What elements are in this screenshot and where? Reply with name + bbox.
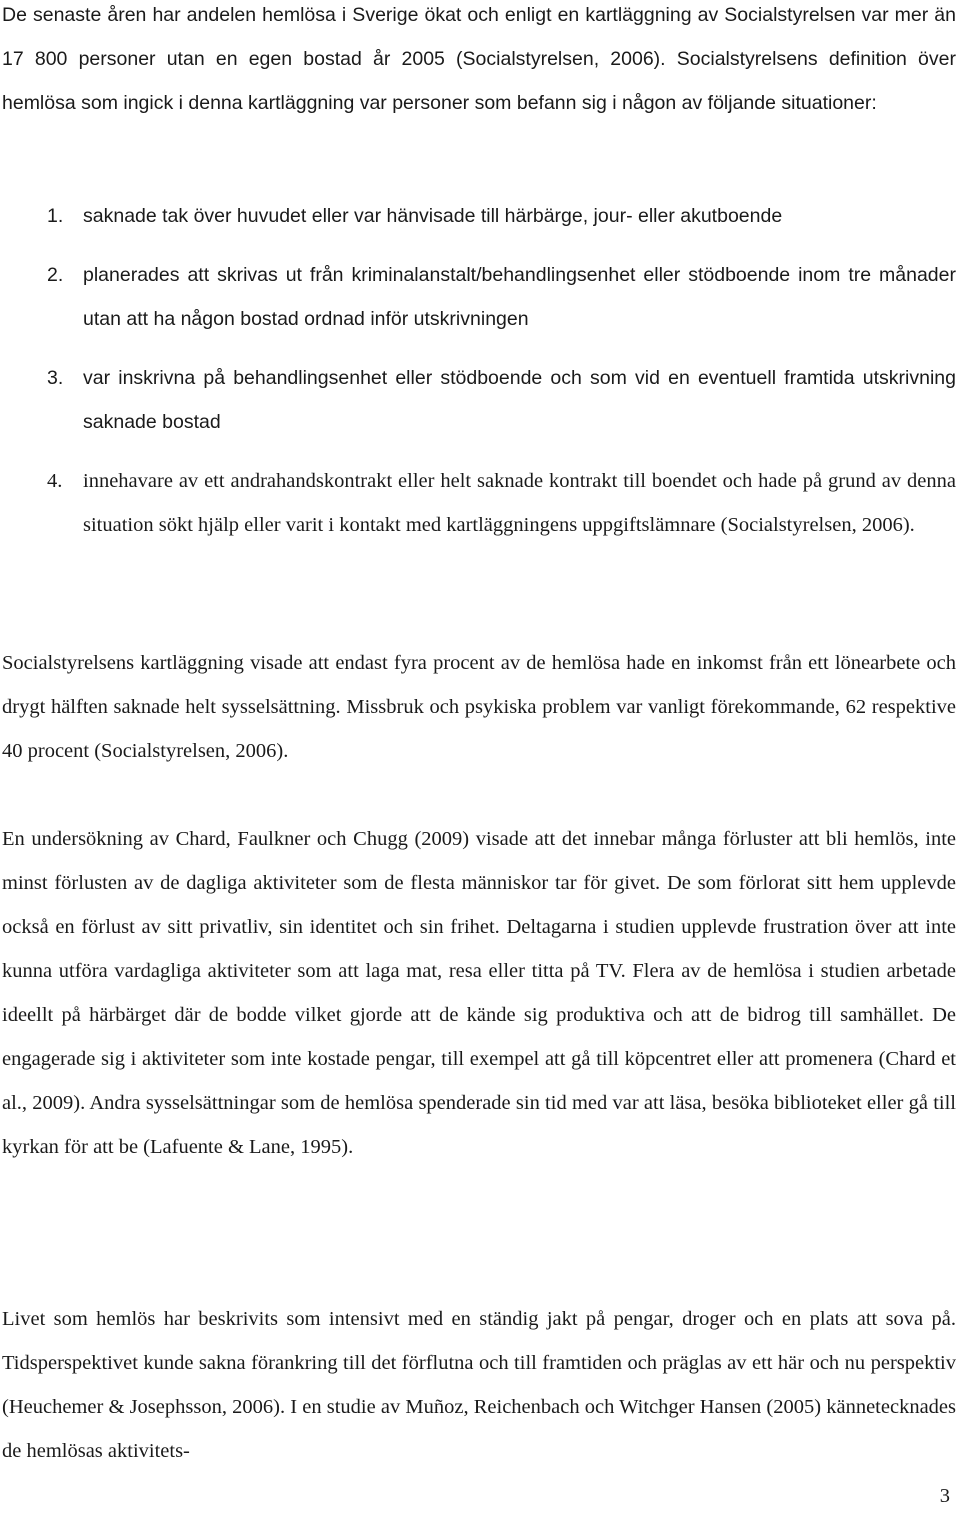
list-item-text: planerades att skrivas ut från kriminalanstalt/behandlingsenhet eller stödboende inom tre månader utan att ha någon bostad ordnad inför utskrivningen (83, 264, 956, 330)
list-item-number: 3. (47, 367, 64, 389)
definition-list (2, 194, 956, 547)
list-item (2, 459, 956, 547)
list-item-number: 2. (47, 264, 64, 286)
list-item (2, 194, 956, 238)
page-number: 3 (939, 1485, 950, 1507)
list-item (2, 356, 956, 444)
intro-paragraph: De senaste åren har andelen hemlösa i Sverige ökat och enligt en kartläggning av Socialstyrelsen var mer än 17 800 personer utan en egen bostad år 2005 (Socialstyrelsen, 2006). Socialstyrelsens definition över hemlösa som ingick i denna kartläggning var personer som befann sig i någon av följande situationer: (2, 4, 956, 114)
list-item-number: 1. (47, 205, 64, 227)
list-item-text: saknade tak över huvudet eller var hänvisade till härbärge, jour- eller akutboende (83, 205, 783, 227)
list-item (2, 253, 956, 341)
list-item-text: var inskrivna på behandlingsenhet eller stödboende och som vid en eventuell framtida utskrivning saknade bostad (83, 367, 956, 433)
list-item-text: innehavare av ett andrahandskontrakt eller helt saknade kontrakt till boendet och hade på grund av denna situation sökt hjälp eller varit i kontakt med kartläggningens uppgiftslämnare (Socialstyrelsen, 2006). (83, 470, 956, 536)
study-paragraph: En undersökning av Chard, Faulkner och Chugg (2009) visade att det innebar många förluster att bli hemlös, inte minst förlusten av de dagliga aktiviteter som de flesta människor tar för givet. De som förlorat sitt hem upplevde också en förlust av sitt privatliv, sin identitet och sin frihet. Deltagarna i studien upplevde frustration över att inte kunna utföra vardagliga aktiviteter som att laga mat, resa eller titta på TV. Flera av de hemlösa i studien arbetade ideellt på härbärget där de bodde vilket gjorde att de kände sig produktiva och att de bidrog till samhället. De engagerade sig i aktiviteter som inte kostade pengar, till exempel att gå till köpcentret eller att promenera (Chard et al., 2009). Andra sysselsättningar som de hemlösa spenderade sin tid med var att läsa, besöka biblioteket eller gå till kyrkan för att be (Lafuente & Lane, 1995). (2, 828, 956, 1158)
life-paragraph: Livet som hemlös har beskrivits som intensivt med en ständig jakt på pengar, droger och en plats att sova på. Tidsperspektivet kunde sakna förankring till det förflutna och till framtiden och präglas av ett här och nu perspektiv (Heuchemer & Josephsson, 2006). I en studie av Muñoz, Reichenbach och Witchger Hansen (2005) kännetecknades de hemlösas aktivitets- (2, 1308, 956, 1462)
list-item-number: 4. (47, 470, 63, 492)
survey-paragraph: Socialstyrelsens kartläggning visade att endast fyra procent av de hemlösa hade en inkomst från ett lönearbete och drygt hälften saknade helt sysselsättning. Missbruk och psykiska problem var vanligt förekommande, 62 respektive 40 procent (Socialstyrelsen, 2006). (2, 652, 956, 762)
